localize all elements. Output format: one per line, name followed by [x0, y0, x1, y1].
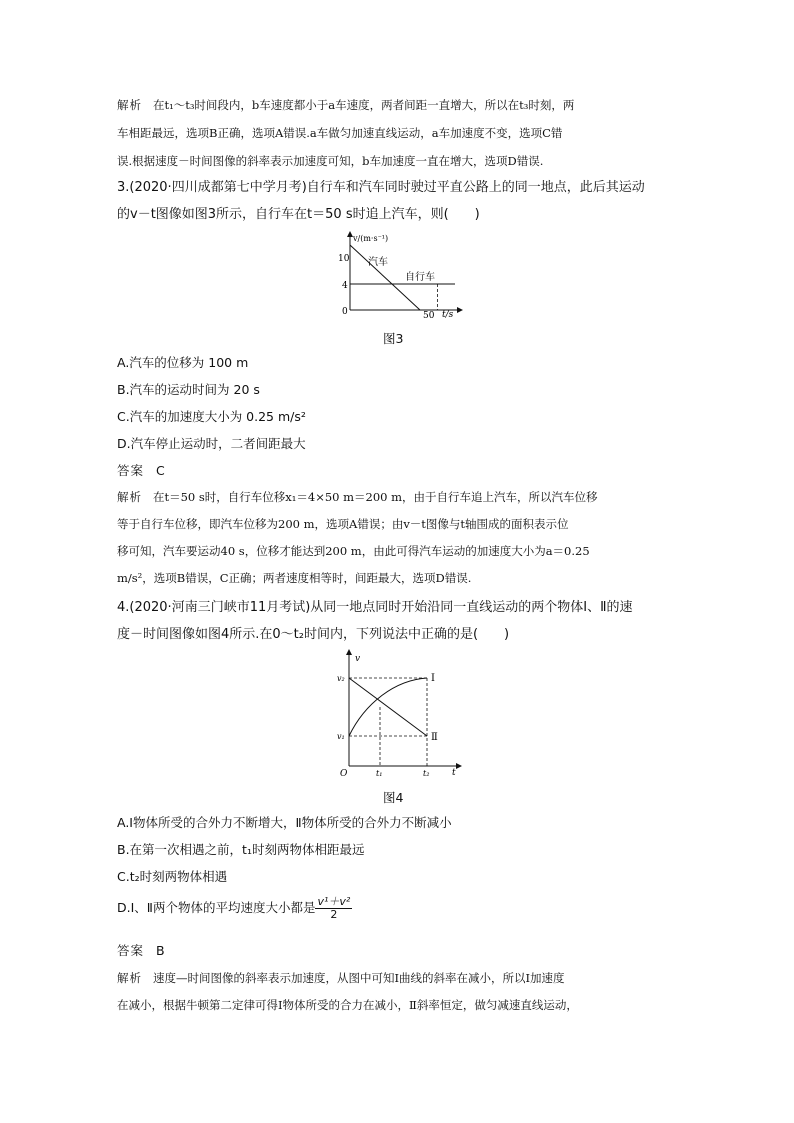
prev-explanation-line-1: 解析 在t₁～t₃时间段内，b车速度都小于a车速度，两者间距一直增大，所以在t₃时刻，两	[117, 98, 575, 112]
explanation-label: 解析	[117, 98, 142, 112]
prev-explanation-line-3: 误.根据速度－时间图像的斜率表示加速度可知，b车加速度一直在增大，选项D错误.	[117, 154, 544, 168]
fig3-x-label: t/s	[442, 310, 454, 320]
q3-answer	[117, 463, 165, 479]
q3-option-c[interactable]: C.汽车的加速度大小为 0.25 m/s²	[117, 409, 306, 424]
q3-option-d[interactable]: D.汽车停止运动时，二者间距最大	[117, 436, 306, 451]
fig3-y-label: v/(m·s⁻¹)	[353, 234, 389, 243]
figure-3-caption: 图3	[383, 331, 404, 346]
q3-stem-line-1: 3.(2020·四川成都第七中学月考)自行车和汽车同时驶过平直公路上的同一地点，此后其运动	[117, 180, 645, 195]
prev-explanation-line-2: 车相距最远，选项B正确，选项A错误.a车做匀加速直线运动，a车加速度不变，选项C错	[117, 126, 563, 140]
q4-option-c[interactable]: C.t₂时刻两物体相遇	[117, 869, 228, 884]
fig4-xtick-t2: t₂	[423, 769, 430, 778]
answer-label: 答案	[117, 463, 145, 478]
q4-option-a[interactable]: A.Ⅰ物体所受的合外力不断增大，Ⅱ物体所受的合外力不断减小	[117, 815, 452, 830]
fig3-origin: 0	[342, 307, 348, 317]
q3-stem-line-2: 的v－t图像如图3所示，自行车在t＝50 s时追上汽车，则( )	[117, 207, 480, 222]
q4-explain-line-1: 解析 速度—时间图像的斜率表示加速度，从图中可知Ⅰ曲线的斜率在减小，所以Ⅰ加速度	[117, 971, 565, 985]
fig4-xtick-t1: t₁	[376, 769, 383, 778]
explanation-label: 解析	[117, 971, 142, 985]
fig4-y-label: v	[355, 654, 361, 664]
fig3-bike-label: 自行车	[405, 272, 435, 283]
figure-3-vt-graph	[325, 228, 465, 323]
fig4-line-2-label: Ⅱ	[431, 732, 438, 743]
fig4-origin: O	[340, 769, 348, 778]
fig4-ytick-v1: v₁	[337, 732, 345, 741]
q4-option-d[interactable]: D.Ⅰ、Ⅱ两个物体的平均速度大小都是 $\frac{\text{v¹＋v²}}{2}$	[117, 895, 351, 921]
q4-stem-line-2: 度－时间图像如图4所示.在0～t₂时间内，下列说法中正确的是( )	[117, 627, 510, 642]
figure-4-vt-graph	[325, 648, 465, 778]
fig3-xtick-50: 50	[423, 311, 435, 321]
q4-stem-line-1: 4.(2020·河南三门峡市11月考试)从同一地点同时开始沿同一直线运动的两个物体Ⅰ、Ⅱ的速	[117, 600, 633, 615]
fig4-line-2	[349, 678, 427, 736]
answer-label: 答案	[117, 943, 145, 958]
fig3-car-label: 汽车	[368, 257, 388, 268]
q4-answer-value: B	[155, 943, 165, 958]
q4-explain-line-2: 在减小，根据牛顿第二定律可得Ⅰ物体所受的合力在减小，Ⅱ斜率恒定，做匀减速直线运动，	[117, 998, 578, 1012]
q4-option-b[interactable]: B.在第一次相遇之前，t₁时刻两物体相距最远	[117, 842, 365, 857]
explanation-label: 解析	[117, 490, 142, 504]
fig4-curve-1-label: Ⅰ	[431, 673, 435, 684]
q3-explain-line-3: 移可知，汽车要运动40 s，位移才能达到200 m，由此可得汽车运动的加速度大小为a＝0.25	[117, 544, 590, 558]
fig4-ytick-v2: v₂	[337, 674, 345, 683]
q4-answer	[117, 943, 165, 959]
q3-option-a[interactable]: A.汽车的位移为 100 m	[117, 355, 249, 370]
q3-explain-line-1: 解析 在t＝50 s时，自行车位移x₁＝4×50 m＝200 m，由于自行车追上汽车，所以汽车位移	[117, 490, 598, 504]
fig3-ytick-4: 4	[342, 281, 348, 291]
figure-4-caption: 图4	[383, 790, 404, 805]
q3-answer-value: C	[155, 463, 165, 478]
q3-explain-line-2: 等于自行车位移，即汽车位移为200 m，选项A错误；由v－t图像与t轴围成的面积表示位	[117, 517, 569, 531]
q3-explain-line-4: m/s²，选项B错误，C正确；两者速度相等时，间距最大，选项D错误.	[117, 571, 472, 585]
q3-option-b[interactable]: B.汽车的运动时间为 20 s	[117, 382, 260, 397]
fig3-ytick-10: 10	[338, 254, 350, 264]
q4-option-d-fraction: $\frac{\text{v¹＋v²}}{2}$	[317, 895, 351, 921]
fig4-x-label: t	[452, 768, 456, 778]
